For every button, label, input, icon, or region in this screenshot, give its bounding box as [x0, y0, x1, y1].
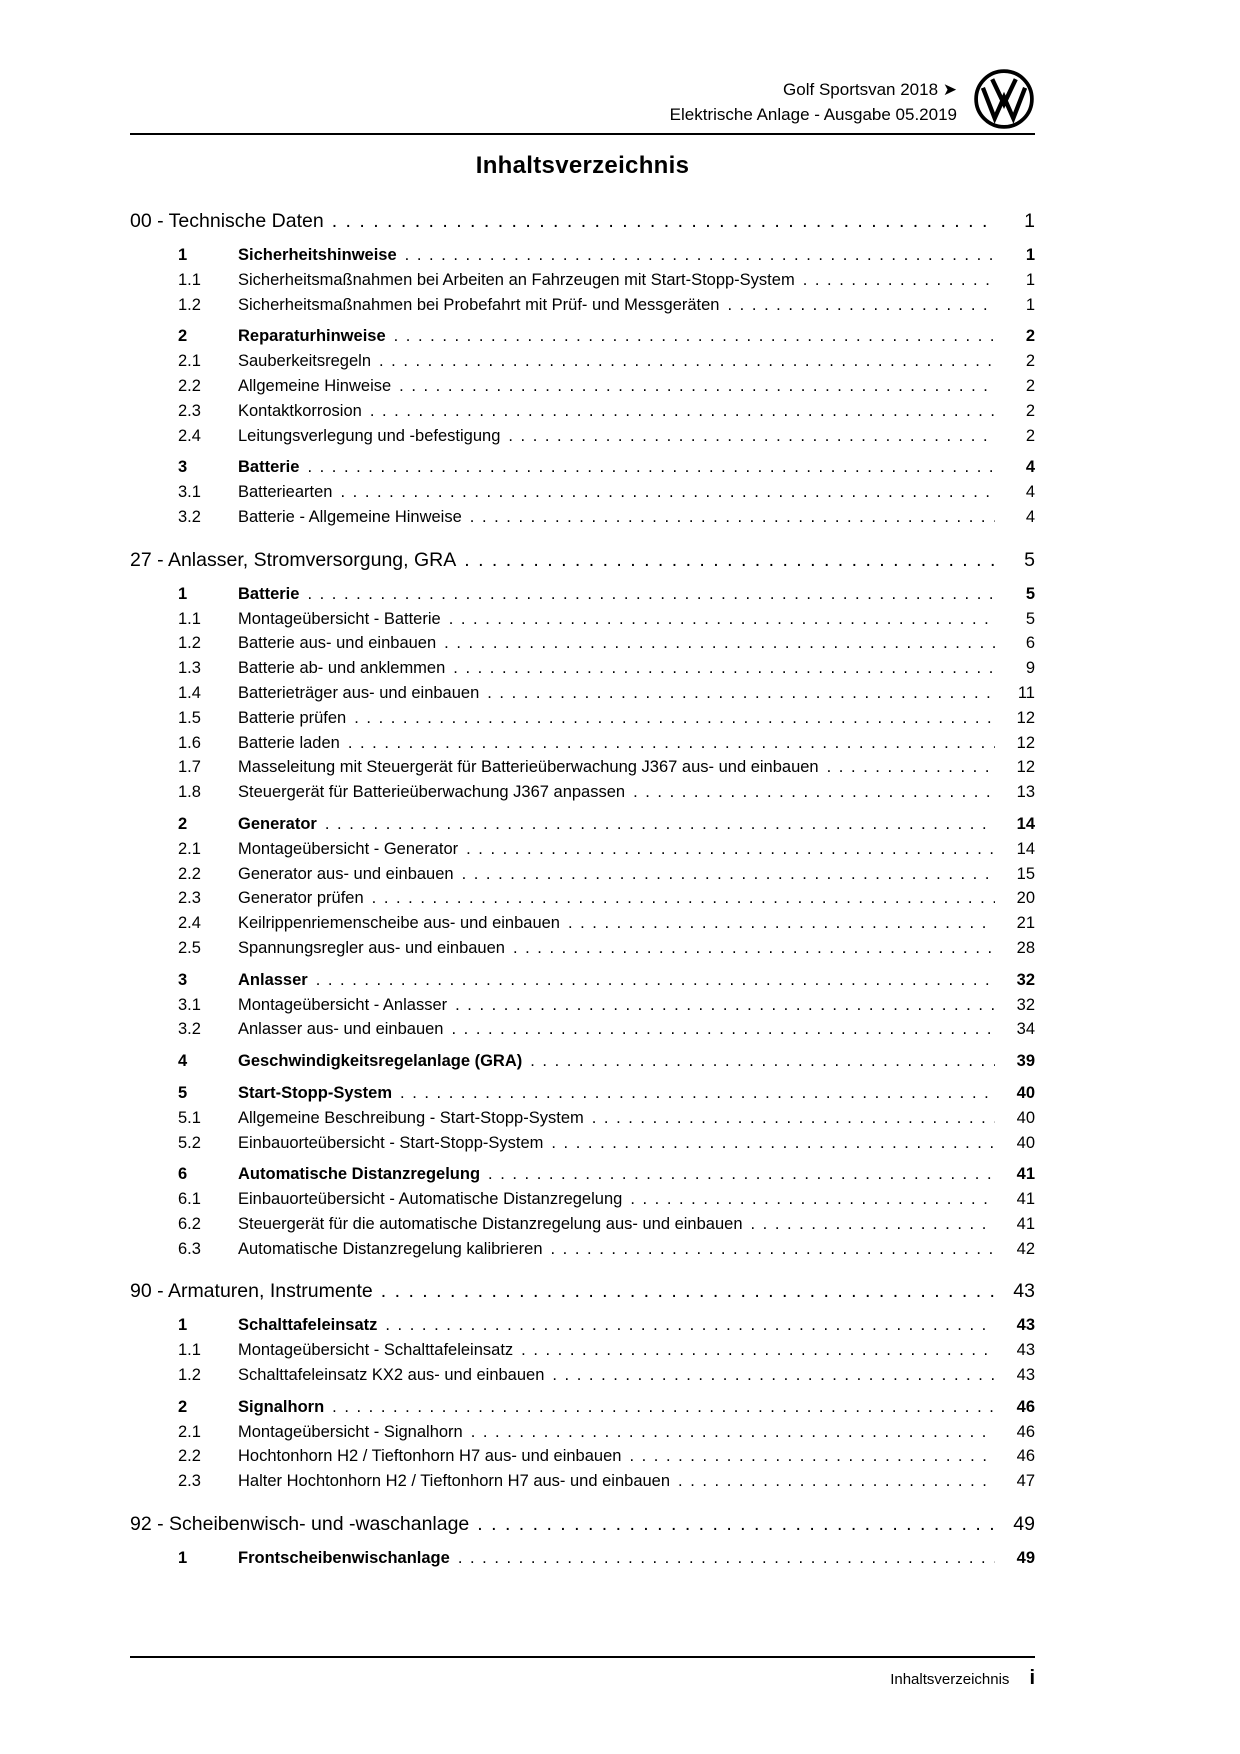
toc-subsection-row — [130, 349, 1035, 374]
item-page-number: 32 — [1016, 995, 1035, 1014]
item-page-number: 43 — [1016, 1316, 1035, 1335]
item-page-number: 12 — [1016, 708, 1035, 727]
item-number: 3.2 — [178, 507, 201, 526]
dot-leader — [381, 1276, 995, 1306]
dot-leader — [394, 324, 995, 349]
toc-section-row — [130, 968, 1035, 993]
item-number: 1.1 — [178, 1341, 201, 1360]
dot-leader — [458, 1546, 995, 1571]
chapter-page-number: 43 — [1013, 1280, 1035, 1303]
dot-leader — [551, 1131, 995, 1156]
item-title: Geschwindigkeitsregelanlage (GRA) — [238, 1052, 523, 1071]
toc-section-row — [130, 455, 1035, 480]
page-content — [130, 0, 1035, 1571]
item-page-number: 42 — [1016, 1239, 1035, 1258]
item-page-number: 12 — [1016, 733, 1035, 752]
dot-leader — [348, 731, 995, 756]
toc-subsection-row — [130, 862, 1035, 887]
dot-leader — [513, 936, 995, 961]
header-edition-line: Elektrische Anlage - Ausgabe 05.2019 — [669, 105, 957, 124]
vw-logo-icon — [973, 68, 1035, 130]
dot-leader — [508, 424, 995, 449]
item-number: 2.2 — [178, 376, 201, 395]
footer-page-number: i — [1029, 1667, 1035, 1689]
toc-subsection-row — [130, 374, 1035, 399]
dot-leader — [471, 1420, 995, 1445]
item-title: Montageübersicht - Generator — [238, 839, 459, 858]
toc-subsection-row — [130, 1420, 1035, 1445]
table-of-contents — [130, 206, 1035, 1571]
item-number: 2.3 — [178, 401, 201, 420]
toc-subsection-row — [130, 993, 1035, 1018]
toc-section-row — [130, 582, 1035, 607]
dot-leader — [399, 374, 995, 399]
dot-leader — [332, 206, 995, 236]
item-title: Kontaktkorrosion — [238, 401, 362, 420]
item-page-number: 14 — [1016, 814, 1035, 833]
dot-leader — [451, 1017, 995, 1042]
dot-leader — [727, 293, 995, 318]
item-title: Einbauorteübersicht - Automatische Distanzregelung — [238, 1190, 623, 1209]
item-page-number: 21 — [1016, 914, 1035, 933]
item-title: Schalttafeleinsatz KX2 aus- und einbauen — [238, 1366, 545, 1385]
item-number: 2.2 — [178, 1447, 201, 1466]
toc-subsection-row — [130, 399, 1035, 424]
item-title: Batteriearten — [238, 483, 333, 502]
item-number: 2 — [178, 327, 188, 346]
dot-leader — [400, 1081, 995, 1106]
item-title: Sicherheitsmaßnahmen bei Arbeiten an Fahrzeugen mit Start-Stopp-System — [238, 270, 795, 289]
chapter-page-number: 5 — [1024, 548, 1035, 571]
item-title: Montageübersicht - Schalttafeleinsatz — [238, 1341, 514, 1360]
item-number: 3.1 — [178, 483, 201, 502]
page-header — [130, 0, 1035, 135]
toc-subsection-row — [130, 936, 1035, 961]
item-page-number: 40 — [1016, 1133, 1035, 1152]
item-page-number: 47 — [1016, 1472, 1035, 1491]
dot-leader — [462, 862, 995, 887]
dot-leader — [630, 1187, 995, 1212]
item-page-number: 2 — [1025, 376, 1035, 395]
item-title: Batterie — [238, 458, 300, 477]
item-title: Frontscheibenwischanlage — [238, 1549, 450, 1568]
item-title: Generator prüfen — [238, 889, 364, 908]
toc-subsection-row — [130, 293, 1035, 318]
item-number: 6.2 — [178, 1214, 201, 1233]
item-title: Montageübersicht - Signalhorn — [238, 1422, 463, 1441]
toc-subsection-row — [130, 631, 1035, 656]
item-number: 6 — [178, 1165, 188, 1184]
item-number: 2.2 — [178, 864, 201, 883]
item-page-number: 28 — [1016, 938, 1035, 957]
item-page-number: 20 — [1016, 889, 1035, 908]
item-title: Batterie — [238, 584, 300, 603]
item-page-number: 2 — [1025, 401, 1035, 420]
item-number: 2.3 — [178, 1472, 201, 1491]
chapter-label: 27 - Anlasser, Stromversorgung, GRA — [130, 548, 457, 571]
toc-subsection-row — [130, 607, 1035, 632]
toc-section-row — [130, 243, 1035, 268]
dot-leader — [455, 993, 995, 1018]
item-page-number: 2 — [1025, 352, 1035, 371]
item-title: Reparaturhinweise — [238, 327, 386, 346]
item-number: 2.1 — [178, 352, 201, 371]
item-title: Hochtonhorn H2 / Tieftonhorn H7 aus- und einbauen — [238, 1447, 622, 1466]
item-page-number: 41 — [1016, 1165, 1035, 1184]
toc-subsection-row — [130, 268, 1035, 293]
toc-subsection-row — [130, 1469, 1035, 1494]
dot-leader — [827, 755, 995, 780]
toc-section-row — [130, 1395, 1035, 1420]
toc-section-row — [130, 1081, 1035, 1106]
dot-leader — [405, 243, 995, 268]
item-title: Batterie aus- und einbauen — [238, 634, 437, 653]
item-number: 2.3 — [178, 889, 201, 908]
dot-leader — [551, 1237, 996, 1262]
toc-chapter-row — [130, 1276, 1035, 1306]
dot-leader — [568, 911, 995, 936]
dot-leader — [307, 582, 995, 607]
item-title: Allgemeine Beschreibung - Start-Stopp-System — [238, 1108, 584, 1127]
item-page-number: 9 — [1025, 659, 1035, 678]
item-number: 2.4 — [178, 914, 201, 933]
item-page-number: 12 — [1016, 758, 1035, 777]
dot-leader — [477, 1509, 995, 1539]
toc-section-row — [130, 1049, 1035, 1074]
dot-leader — [453, 656, 995, 681]
chapter-label: 92 - Scheibenwisch- und -waschanlage — [130, 1513, 470, 1536]
toc-subsection-row — [130, 1237, 1035, 1262]
toc-subsection-row — [130, 1187, 1035, 1212]
toc-subsection-row — [130, 424, 1035, 449]
item-title: Masseleitung mit Steuergerät für Batterieüberwachung J367 aus- und einbauen — [238, 758, 819, 777]
item-page-number: 41 — [1016, 1214, 1035, 1233]
item-number: 3.1 — [178, 995, 201, 1014]
dot-leader — [370, 399, 995, 424]
item-page-number: 49 — [1016, 1549, 1035, 1568]
item-page-number: 2 — [1025, 327, 1035, 346]
item-number: 2.1 — [178, 1422, 201, 1441]
item-number: 1.2 — [178, 1366, 201, 1385]
dot-leader — [530, 1049, 995, 1074]
item-number: 2.4 — [178, 426, 201, 445]
item-title: Batterieträger aus- und einbauen — [238, 683, 480, 702]
chapter-label: 00 - Technische Daten — [130, 210, 324, 232]
toc-subsection-row — [130, 886, 1035, 911]
item-page-number: 5 — [1025, 609, 1035, 628]
item-number: 4 — [178, 1052, 188, 1071]
item-number: 1 — [178, 584, 188, 603]
toc-subsection-row — [130, 780, 1035, 805]
dot-leader — [325, 812, 995, 837]
item-page-number: 39 — [1016, 1052, 1035, 1071]
item-title: Batterie ab- und anklemmen — [238, 659, 446, 678]
item-title: Steuergerät für die automatische Distanzregelung aus- und einbauen — [238, 1214, 743, 1233]
item-title: Sicherheitshinweise — [238, 246, 397, 264]
toc-subsection-row — [130, 911, 1035, 936]
page-footer — [130, 1656, 1035, 1690]
toc-section-row — [130, 1313, 1035, 1338]
item-number: 1.7 — [178, 758, 201, 777]
item-title: Batterie - Allgemeine Hinweise — [238, 507, 462, 526]
item-number: 1.8 — [178, 783, 201, 802]
item-title: Batterie prüfen — [238, 708, 347, 727]
dot-leader — [487, 681, 995, 706]
dot-leader — [521, 1338, 995, 1363]
dot-leader — [444, 631, 995, 656]
toc-subsection-row — [130, 681, 1035, 706]
dot-leader — [751, 1212, 996, 1237]
toc-chapter-row — [130, 206, 1035, 236]
toc-subsection-row — [130, 1338, 1035, 1363]
toc-subsection-row — [130, 1444, 1035, 1469]
toc-subsection-row — [130, 1212, 1035, 1237]
dot-leader — [488, 1162, 995, 1187]
item-title: Generator aus- und einbauen — [238, 864, 454, 883]
item-title: Anlasser — [238, 970, 308, 989]
dot-leader — [552, 1363, 995, 1388]
toc-subsection-row — [130, 731, 1035, 756]
toc-subsection-row — [130, 505, 1035, 530]
dot-leader — [316, 968, 995, 993]
item-page-number: 46 — [1016, 1422, 1035, 1441]
header-text — [670, 77, 957, 130]
item-title: Sicherheitsmaßnahmen bei Probefahrt mit Prüf- und Messgeräten — [238, 295, 720, 314]
dot-leader — [592, 1106, 995, 1131]
item-page-number: 15 — [1016, 864, 1035, 883]
item-number: 1.1 — [178, 270, 201, 289]
dot-leader — [340, 480, 995, 505]
item-title: Montageübersicht - Anlasser — [238, 995, 448, 1014]
toc-subsection-row — [130, 480, 1035, 505]
item-title: Halter Hochtonhorn H2 / Tieftonhorn H7 aus- und einbauen — [238, 1472, 671, 1491]
item-title: Montageübersicht - Batterie — [238, 609, 441, 628]
item-title: Automatische Distanzregelung kalibrieren — [238, 1239, 543, 1258]
toc-chapter-row — [130, 545, 1035, 575]
dot-leader — [629, 1444, 995, 1469]
item-page-number: 1 — [1025, 270, 1035, 289]
dot-leader — [307, 455, 995, 480]
dot-leader — [449, 607, 995, 632]
item-number: 1.4 — [178, 683, 201, 702]
dot-leader — [379, 349, 995, 374]
item-title: Einbauorteübersicht - Start-Stopp-System — [238, 1133, 544, 1152]
item-title: Sauberkeitsregeln — [238, 352, 371, 371]
item-page-number: 41 — [1016, 1190, 1035, 1209]
item-number: 3 — [178, 458, 188, 477]
dot-leader — [372, 886, 995, 911]
item-title: Anlasser aus- und einbauen — [238, 1020, 444, 1039]
dot-leader — [803, 268, 995, 293]
item-title: Schalttafeleinsatz — [238, 1316, 378, 1335]
item-title: Spannungsregler aus- und einbauen — [238, 938, 505, 957]
item-page-number: 5 — [1025, 584, 1035, 603]
item-number: 1.3 — [178, 659, 201, 678]
toc-subsection-row — [130, 656, 1035, 681]
item-page-number: 13 — [1016, 783, 1035, 802]
item-number: 1.1 — [178, 609, 201, 628]
item-title: Signalhorn — [238, 1397, 325, 1416]
chapter-page-number: 49 — [1013, 1513, 1035, 1536]
toc-subsection-row — [130, 755, 1035, 780]
item-number: 2.1 — [178, 839, 201, 858]
toc-section-row — [130, 1162, 1035, 1187]
item-page-number: 34 — [1016, 1020, 1035, 1039]
item-title: Automatische Distanzregelung — [238, 1165, 481, 1184]
item-number: 3.2 — [178, 1020, 201, 1039]
toc-subsection-row — [130, 706, 1035, 731]
item-title: Leitungsverlegung und -befestigung — [238, 426, 501, 445]
item-page-number: 1 — [1025, 246, 1035, 264]
dot-leader — [464, 545, 995, 575]
toc-subsection-row — [130, 1363, 1035, 1388]
item-page-number: 32 — [1016, 970, 1035, 989]
dot-leader — [332, 1395, 995, 1420]
item-number: 1 — [178, 246, 188, 264]
item-page-number: 43 — [1016, 1366, 1035, 1385]
footer-label: Inhaltsverzeichnis — [890, 1671, 1010, 1688]
page-title: Inhaltsverzeichnis — [475, 152, 690, 179]
dot-leader — [633, 780, 995, 805]
item-page-number: 6 — [1025, 634, 1035, 653]
item-number: 6.1 — [178, 1190, 201, 1209]
item-page-number: 4 — [1025, 483, 1035, 502]
item-page-number: 4 — [1025, 507, 1035, 526]
dot-leader — [354, 706, 995, 731]
item-number: 5.2 — [178, 1133, 201, 1152]
item-number: 1.2 — [178, 295, 201, 314]
item-title: Start-Stopp-System — [238, 1083, 393, 1102]
item-title: Steuergerät für Batterieüberwachung J367 anpassen — [238, 783, 626, 802]
item-number: 1.5 — [178, 708, 201, 727]
header-model-line: Golf Sportsvan 2018 ➤ — [783, 80, 957, 99]
item-number: 1.2 — [178, 634, 201, 653]
item-title: Generator — [238, 814, 317, 833]
item-page-number: 43 — [1016, 1341, 1035, 1360]
toc-subsection-row — [130, 1131, 1035, 1156]
item-number: 1.6 — [178, 733, 201, 752]
item-page-number: 40 — [1016, 1108, 1035, 1127]
item-number: 2 — [178, 1397, 188, 1416]
item-title: Allgemeine Hinweise — [238, 376, 392, 395]
item-number: 5 — [178, 1083, 188, 1102]
chapter-page-number: 1 — [1024, 210, 1035, 232]
toc-subsection-row — [130, 1017, 1035, 1042]
item-page-number: 2 — [1025, 426, 1035, 445]
dot-leader — [385, 1313, 995, 1338]
item-page-number: 46 — [1016, 1447, 1035, 1466]
item-number: 1 — [178, 1549, 188, 1568]
item-title: Batterie laden — [238, 733, 340, 752]
chapter-label: 90 - Armaturen, Instrumente — [130, 1280, 373, 1303]
item-number: 5.1 — [178, 1108, 201, 1127]
item-number: 3 — [178, 970, 188, 989]
toc-section-row — [130, 324, 1035, 349]
item-page-number: 1 — [1025, 295, 1035, 314]
toc-subsection-row — [130, 837, 1035, 862]
item-title: Keilrippenriemenscheibe aus- und einbauen — [238, 914, 560, 933]
item-page-number: 14 — [1016, 839, 1035, 858]
dot-leader — [470, 505, 995, 530]
dot-leader — [678, 1469, 995, 1494]
item-page-number: 11 — [1017, 683, 1035, 702]
dot-leader — [466, 837, 995, 862]
item-number: 6.3 — [178, 1239, 201, 1258]
item-page-number: 46 — [1016, 1397, 1035, 1416]
item-number: 1 — [178, 1316, 188, 1335]
item-page-number: 40 — [1016, 1083, 1035, 1102]
footer-inner — [130, 1658, 1035, 1690]
toc-section-row — [130, 812, 1035, 837]
toc-chapter-row — [130, 1509, 1035, 1539]
item-number: 2.5 — [178, 938, 201, 957]
item-page-number: 4 — [1025, 458, 1035, 477]
toc-subsection-row — [130, 1106, 1035, 1131]
item-number: 2 — [178, 814, 188, 833]
toc-section-row — [130, 1546, 1035, 1571]
